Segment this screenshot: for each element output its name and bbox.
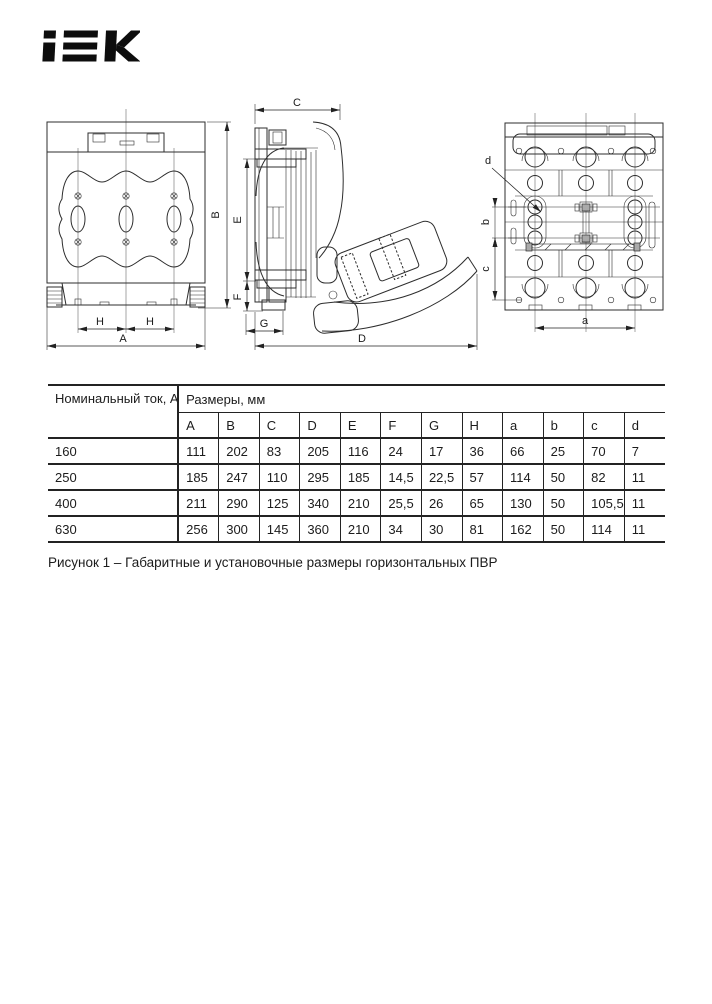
table-cell: 105,5 xyxy=(584,490,625,516)
table-cell: 185 xyxy=(340,464,381,490)
table-cell: 26 xyxy=(421,490,462,516)
table-cell: 145 xyxy=(259,516,300,542)
table-cell: 360 xyxy=(300,516,341,542)
table-cell: 11 xyxy=(624,516,665,542)
table-cell: 211 xyxy=(178,490,219,516)
table-cell: 111 xyxy=(178,438,219,464)
figure-caption: Рисунок 1 – Габаритные и установочные размеры горизонтальных ПВР xyxy=(48,555,498,570)
dim-label-a: a xyxy=(581,315,589,327)
dim-label-d: d xyxy=(484,155,492,167)
table-cell: 340 xyxy=(300,490,341,516)
iek-logo-letters xyxy=(42,31,140,62)
table-cell: 17 xyxy=(421,438,462,464)
table-cell: 82 xyxy=(584,464,625,490)
technical-drawings xyxy=(0,88,712,360)
dim-label-c: c xyxy=(480,266,492,272)
table-header-dim: F xyxy=(381,413,422,439)
table-cell-current: 160 xyxy=(48,438,178,464)
table-header-dim: a xyxy=(503,413,544,439)
table-cell: 66 xyxy=(503,438,544,464)
table-cell: 290 xyxy=(219,490,260,516)
table-header-dim: A xyxy=(178,413,219,439)
dim-label-G: G xyxy=(259,318,269,330)
table-header-dim: C xyxy=(259,413,300,439)
table-cell: 25 xyxy=(543,438,584,464)
table-cell: 162 xyxy=(503,516,544,542)
table-cell: 11 xyxy=(624,490,665,516)
table-cell: 210 xyxy=(340,490,381,516)
table-header-dim: H xyxy=(462,413,503,439)
table-cell: 130 xyxy=(503,490,544,516)
table-cell: 125 xyxy=(259,490,300,516)
table-cell: 300 xyxy=(219,516,260,542)
table-cell: 81 xyxy=(462,516,503,542)
dimensions-table xyxy=(48,384,665,543)
table-cell: 202 xyxy=(219,438,260,464)
table-cell-current: 250 xyxy=(48,464,178,490)
table-cell: 65 xyxy=(462,490,503,516)
table-header-dim: G xyxy=(421,413,462,439)
fuse-carrier xyxy=(332,218,450,305)
table-cell: 247 xyxy=(219,464,260,490)
table-cell: 83 xyxy=(259,438,300,464)
table-header-dim: c xyxy=(584,413,625,439)
table-row xyxy=(48,438,665,464)
table-cell: 50 xyxy=(543,516,584,542)
table-cell: 256 xyxy=(178,516,219,542)
table-cell-current: 400 xyxy=(48,490,178,516)
dim-label-F: F xyxy=(232,293,244,301)
table-cell: 57 xyxy=(462,464,503,490)
table-cell: 11 xyxy=(624,464,665,490)
table-cell: 30 xyxy=(421,516,462,542)
dim-label-D: D xyxy=(358,333,366,345)
table-header-dim: d xyxy=(624,413,665,439)
table-cell: 25,5 xyxy=(381,490,422,516)
dim-label-C: C xyxy=(293,97,301,109)
dim-label-H1: H xyxy=(96,316,104,328)
side-view-drawing xyxy=(232,97,477,350)
table-row xyxy=(48,490,665,516)
table-cell: 114 xyxy=(503,464,544,490)
table-header-current: Номинальный ток, А xyxy=(48,385,178,438)
dim-label-A: A xyxy=(119,333,127,345)
table-cell: 50 xyxy=(543,464,584,490)
table-row xyxy=(48,464,665,490)
table-cell: 34 xyxy=(381,516,422,542)
dim-label-E: E xyxy=(232,216,244,224)
table-cell: 210 xyxy=(340,516,381,542)
table-cell: 295 xyxy=(300,464,341,490)
table-cell: 185 xyxy=(178,464,219,490)
table-header-dim: B xyxy=(219,413,260,439)
iek-logo xyxy=(40,30,140,62)
table-cell: 36 xyxy=(462,438,503,464)
table-cell: 116 xyxy=(340,438,381,464)
side-flap xyxy=(313,122,343,283)
table-cell: 14,5 xyxy=(381,464,422,490)
table-row xyxy=(48,516,665,542)
table-cell-current: 630 xyxy=(48,516,178,542)
table-cell: 50 xyxy=(543,490,584,516)
table-header-sizes: Размеры, мм xyxy=(178,385,665,413)
dim-label-b: b xyxy=(480,218,492,226)
table-header-dim: D xyxy=(300,413,341,439)
table-cell: 22,5 xyxy=(421,464,462,490)
table-header-dim: b xyxy=(543,413,584,439)
dim-label-B: B xyxy=(210,211,222,219)
table-header-dim: E xyxy=(340,413,381,439)
rear-view-drawing xyxy=(480,113,663,332)
table-cell: 70 xyxy=(584,438,625,464)
table-cell: 7 xyxy=(624,438,665,464)
front-view-drawing xyxy=(47,109,231,350)
table-cell: 114 xyxy=(584,516,625,542)
table-cell: 24 xyxy=(381,438,422,464)
table-cell: 205 xyxy=(300,438,341,464)
table-cell: 110 xyxy=(259,464,300,490)
side-fins xyxy=(256,148,318,298)
dim-label-H2: H xyxy=(146,316,154,328)
